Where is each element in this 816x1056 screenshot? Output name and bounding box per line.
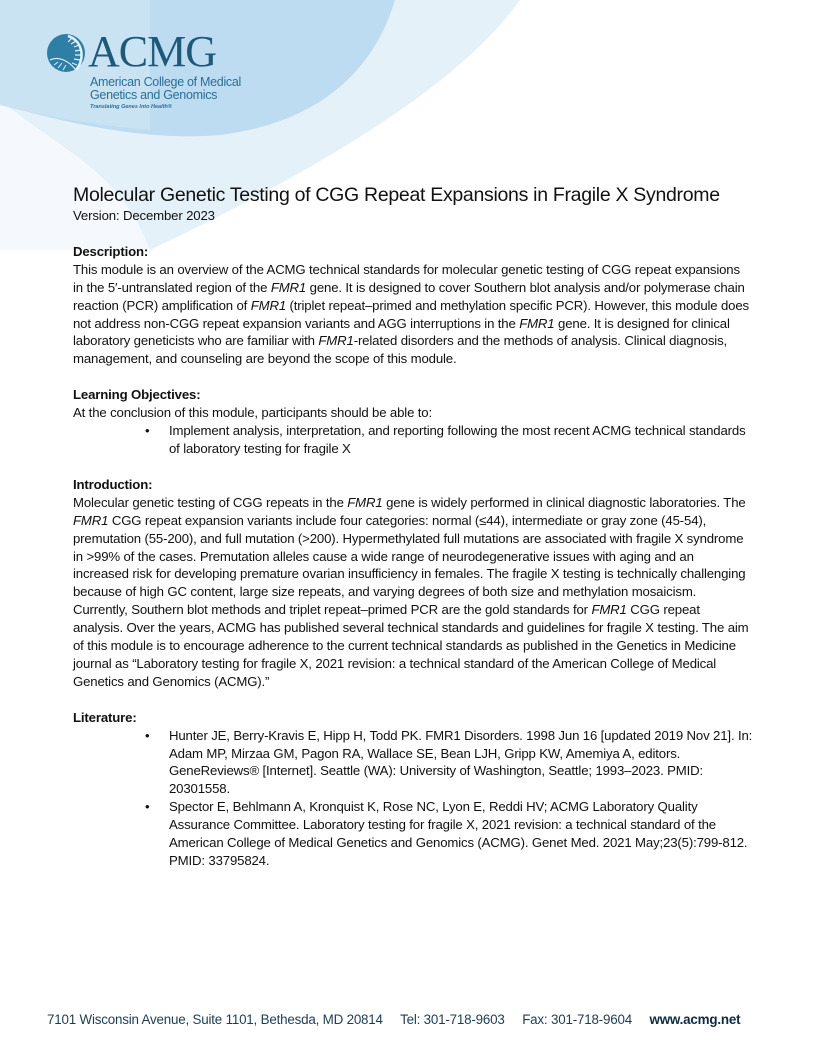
introduction-heading: Introduction: (73, 476, 153, 492)
bullet-icon: • (145, 799, 150, 815)
dna-globe-icon (46, 32, 88, 74)
footer (47, 1012, 740, 1027)
org-name-line1: American College of Medical (90, 75, 242, 89)
footer-website-link[interactable]: www.acmg.net (649, 1012, 741, 1027)
objectives-intro: At the conclusion of this module, participants should be able to: (73, 405, 432, 421)
literature-list (73, 727, 753, 870)
introduction-text: Molecular genetic testing of CGG repeats in the FMR1 gene is widely performed in clinical diagnostic laboratories. The FMR1 CGG repeat expansion variants include four categories: normal (≤44), intermediate or gray zone (45-54), premutation (55-200), and full mutation (>200). Hypermethylated full mutations are associated with fragile X syndrome in >99% of the cases. Premutation alleles cause a wide range of neurodegenerative issues with aging and an increased risk for developing premature ovarian insufficiency in females. The fragile X testing is technically challenging because of high GC content, large size repeats, and varying degrees of both size and methylation mosaicism. Currently, Southern blot methods and triplet repeat–primed PCR are the gold standards for FMR1 CGG repeat analysis. Over the years, ACMG has published several technical standards and guidelines for fragile X testing. The aim of this module is to encourage adherence to the current technical standards as published in the Genetics in Medicine journal as “Laboratory testing for fragile X, 2021 revision: a technical standard of the American College of Medical Genetics and Genomics (ACMG).” (73, 494, 749, 689)
bullet-icon: • (145, 727, 150, 743)
org-name-line2: Genetics and Genomics (90, 88, 218, 102)
bullet-icon: • (145, 423, 150, 439)
list-item: • Hunter JE, Berry-Kravis E, Hipp H, Todd PK. FMR1 Disorders. 1998 Jun 16 [updated 2019 Nov 21]. In: Adam MP, Mirzaa GM, Pagon RA, Wallace SE, Bean LJH, Gripp KW, Amemiya A, editors. GeneReviews® [Internet]. Seattle (WA): University of Washington, Seattle; 1993–2023. PMID: 20301558. (145, 727, 753, 797)
logo-wordmark: ACMG (88, 27, 217, 76)
objectives-heading: Learning Objectives: (73, 387, 201, 403)
footer-fax: Fax: 301-718-9604 (522, 1012, 632, 1027)
page-title: Molecular Genetic Testing of CGG Repeat Expansions in Fragile X Syndrome (73, 184, 720, 206)
tagline: Translating Genes Into Health® (90, 104, 172, 110)
description-heading: Description: (73, 243, 149, 259)
version-label: Version: December 2023 (73, 208, 215, 223)
literature-heading: Literature: (73, 709, 137, 725)
objectives-list (73, 422, 753, 458)
footer-address: 7101 Wisconsin Avenue, Suite 1101, Bethesda, MD 20814 (47, 1012, 383, 1027)
document-body (73, 183, 753, 888)
list-item: • Implement analysis, interpretation, and reporting following the most recent ACMG technical standards of laboratory testing for fragile X (145, 423, 746, 456)
description-text: This module is an overview of the ACMG technical standards for molecular genetic testing of CGG repeat expansions in the 5′-untranslated region of the FMR1 gene. It is designed to cover Southern blot analysis and/or polymerase chain reaction (PCR) amplification of FMR1 (triplet repeat–primed and methylation specific PCR). However, this module does not address non-CGG repeat expansion variants and AGG interruptions in the FMR1 gene. It is designed for clinical laboratory geneticists who are familiar with FMR1-related disorders and the methods of analysis. Clinical diagnosis, management, and counseling are beyond the scope of this module. (73, 261, 749, 367)
org-name (90, 76, 241, 102)
list-item: • Spector E, Behlmann A, Kronquist K, Rose NC, Lyon E, Reddi HV; ACMG Laboratory Quality Assurance Committee. Laboratory testing for fragile X, 2021 revision: a technical standard of the American College of Medical Genetics and Genomics (ACMG). Genet Med. 2021 May;23(5):799-812. PMID: 33795824. (145, 799, 748, 868)
footer-tel: Tel: 301-718-9603 (400, 1012, 505, 1027)
